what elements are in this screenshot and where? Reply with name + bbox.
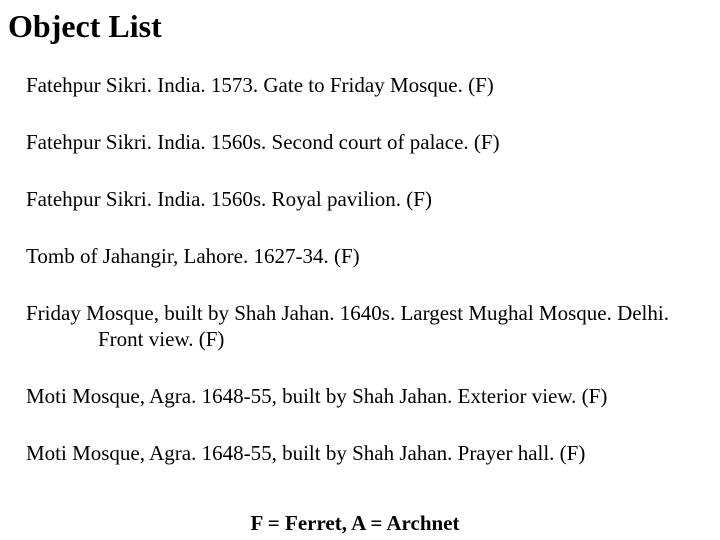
list-item: Moti Mosque, Agra. 1648-55, built by Shah Jahan. Prayer hall. (F) xyxy=(26,441,586,465)
page-title: Object List xyxy=(8,8,162,44)
source-legend: F = Ferret, A = Archnet xyxy=(250,511,460,535)
list-item: Moti Mosque, Agra. 1648-55, built by Shah Jahan. Exterior view. (F) xyxy=(26,384,608,408)
object-list xyxy=(26,72,706,497)
list-item: Fatehpur Sikri. India. 1573. Gate to Friday Mosque. (F) xyxy=(26,73,494,97)
list-item: Tomb of Jahangir, Lahore. 1627-34. (F) xyxy=(26,244,360,268)
list-item: Fatehpur Sikri. India. 1560s. Royal pavilion. (F) xyxy=(26,187,432,211)
list-item: Fatehpur Sikri. India. 1560s. Second court of palace. (F) xyxy=(26,130,500,154)
list-item: Friday Mosque, built by Shah Jahan. 1640s. Largest Mughal Mosque. Delhi. Front view. (F) xyxy=(26,301,669,351)
